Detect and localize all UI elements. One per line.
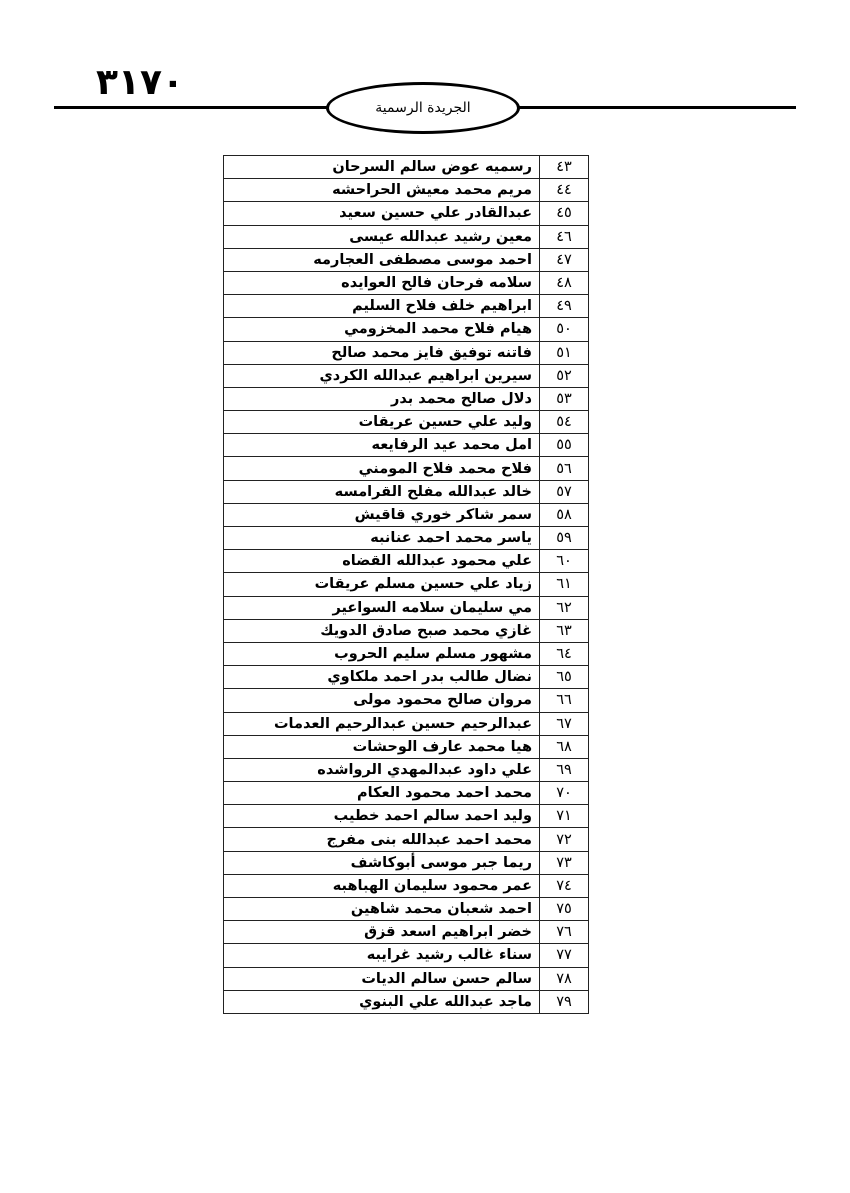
table-row [224,967,589,990]
row-number: ٧٤ [540,874,589,897]
person-name: دلال صالح محمد بدر [224,387,540,410]
table-row [224,596,589,619]
person-name: سيرين ابراهيم عبدالله الكردي [224,364,540,387]
person-name: غازي محمد صبح صادق الدويك [224,619,540,642]
row-number: ٥٢ [540,364,589,387]
table-row [224,225,589,248]
row-number: ٥٩ [540,527,589,550]
row-number: ٥١ [540,341,589,364]
table-row [224,735,589,758]
row-number: ٦٢ [540,596,589,619]
row-number: ٦٠ [540,550,589,573]
row-number: ٤٨ [540,271,589,294]
table-row [224,434,589,457]
row-number: ٤٥ [540,202,589,225]
row-number: ٦١ [540,573,589,596]
person-name: ابراهيم خلف فلاح السليم [224,295,540,318]
person-name: ياسر محمد احمد عنانبه [224,527,540,550]
person-name: نضال طالب بدر احمد ملكاوي [224,666,540,689]
row-number: ٧٣ [540,851,589,874]
person-name: عبدالرحيم حسين عبدالرحيم العدمات [224,712,540,735]
row-number: ٤٧ [540,248,589,271]
table-row [224,619,589,642]
person-name: سمر شاكر خوري قاقيش [224,503,540,526]
table-row [224,898,589,921]
row-number: ٧٠ [540,782,589,805]
table-row [224,666,589,689]
table-row [224,573,589,596]
person-name: خالد عبدالله مفلح القرامسه [224,480,540,503]
table-row [224,642,589,665]
person-name: معين رشيد عبدالله عيسى [224,225,540,248]
row-number: ٦٤ [540,642,589,665]
person-name: مريم محمد معيش الحراحشه [224,179,540,202]
table-row [224,248,589,271]
table-row [224,503,589,526]
person-name: مروان صالح محمود مولى [224,689,540,712]
table-row [224,990,589,1013]
person-name: فلاح محمد فلاح المومني [224,457,540,480]
row-number: ٥٥ [540,434,589,457]
table-row [224,364,589,387]
table-row [224,457,589,480]
row-number: ٦٨ [540,735,589,758]
gazette-title: الجريدة الرسمية [375,100,471,116]
person-name: وليد احمد سالم احمد خطيب [224,805,540,828]
row-number: ٥٨ [540,503,589,526]
row-number: ٤٣ [540,156,589,179]
row-number: ٧٢ [540,828,589,851]
row-number: ٥٤ [540,411,589,434]
gazette-title-oval [326,82,520,134]
person-name: ماجد عبدالله علي البنوي [224,990,540,1013]
table-row [224,318,589,341]
row-number: ٤٩ [540,295,589,318]
table-row [224,874,589,897]
table-row [224,689,589,712]
row-number: ٦٦ [540,689,589,712]
table-row [224,411,589,434]
person-name: احمد موسى مصطفى العجارمه [224,248,540,271]
table-row [224,527,589,550]
row-number: ٧٨ [540,967,589,990]
person-name: رسميه عوض سالم السرحان [224,156,540,179]
person-name: علي محمود عبدالله القضاه [224,550,540,573]
names-table [223,155,589,1014]
person-name: سناء غالب رشيد غرايبه [224,944,540,967]
row-number: ٦٥ [540,666,589,689]
person-name: عبدالقادر علي حسين سعيد [224,202,540,225]
table-row [224,782,589,805]
row-number: ٥٣ [540,387,589,410]
person-name: مي سليمان سلامه السواعير [224,596,540,619]
table-row [224,828,589,851]
row-number: ٧٩ [540,990,589,1013]
table-row [224,179,589,202]
table-row [224,944,589,967]
row-number: ٦٧ [540,712,589,735]
row-number: ٧٧ [540,944,589,967]
row-number: ٦٩ [540,758,589,781]
person-name: هيام فلاح محمد المخزومي [224,318,540,341]
table-row [224,851,589,874]
person-name: محمد احمد محمود العكام [224,782,540,805]
person-name: زياد علي حسين مسلم عريقات [224,573,540,596]
person-name: سالم حسن سالم الديات [224,967,540,990]
person-name: علي داود عبدالمهدي الرواشده [224,758,540,781]
row-number: ٥٦ [540,457,589,480]
person-name: خضر ابراهيم اسعد قزق [224,921,540,944]
person-name: امل محمد عيد الرفايعه [224,434,540,457]
table-row [224,271,589,294]
row-number: ٧١ [540,805,589,828]
row-number: ٧٦ [540,921,589,944]
table-row [224,341,589,364]
person-name: فاتنه توفيق فايز محمد صالح [224,341,540,364]
table-row [224,550,589,573]
table-row [224,480,589,503]
table-row [224,387,589,410]
table-row [224,202,589,225]
person-name: محمد احمد عبدالله بنى مفرج [224,828,540,851]
row-number: ٦٣ [540,619,589,642]
person-name: ريما جبر موسى أبوكاشف [224,851,540,874]
row-number: ٤٦ [540,225,589,248]
person-name: احمد شعبان محمد شاهين [224,898,540,921]
table-row [224,295,589,318]
table-row [224,758,589,781]
person-name: مشهور مسلم سليم الحروب [224,642,540,665]
person-name: وليد علي حسين عريقات [224,411,540,434]
row-number: ٥٧ [540,480,589,503]
person-name: سلامه فرحان فالح العوايده [224,271,540,294]
table-row [224,712,589,735]
row-number: ٤٤ [540,179,589,202]
table-row [224,156,589,179]
row-number: ٥٠ [540,318,589,341]
table-row [224,921,589,944]
person-name: هيا محمد عارف الوحشات [224,735,540,758]
table-row [224,805,589,828]
page-number: ٣١٧٠ [96,62,184,103]
row-number: ٧٥ [540,898,589,921]
person-name: عمر محمود سليمان الهباهبه [224,874,540,897]
